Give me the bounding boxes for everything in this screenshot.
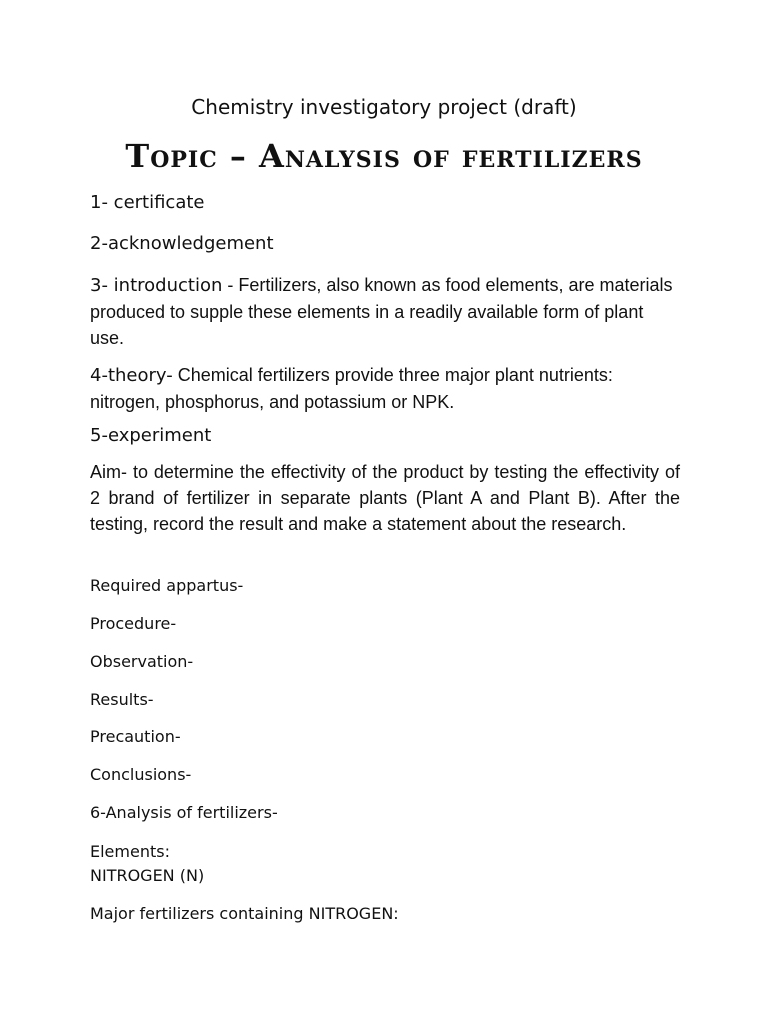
- topic-heading: Topic – Analysis of fertilizers: [125, 137, 643, 175]
- introduction-label: 3- introduction: [90, 275, 223, 296]
- section-analysis: 6-Analysis of fertilizers-: [90, 803, 278, 822]
- item-experiment: 5-experiment: [90, 425, 212, 446]
- item-introduction: [90, 272, 680, 351]
- major-nitrogen-fertilizers: Major fertilizers containing NITROGEN:: [90, 904, 399, 923]
- section-conclusions: Conclusions-: [90, 765, 192, 784]
- theory-text: Chemical fertilizers provide three major plant nutrients: nitrogen, phosphorus, and potassium or NPK.: [90, 365, 613, 412]
- section-results: Results-: [90, 690, 154, 709]
- aim-paragraph: Aim- to determine the effectivity of the product by testing the effectivity of 2 brand of fertilizer in separate plants (Plant A and Plant B). After the testing, record the result and make a statement about the research.: [90, 462, 680, 534]
- document-title: Chemistry investigatory project (draft): [191, 95, 577, 119]
- nitrogen-label: NITROGEN (N): [90, 866, 205, 885]
- theory-label: 4-theory-: [90, 365, 173, 386]
- item-certificate: 1- certificate: [90, 192, 205, 213]
- introduction-text: - Fertilizers, also known as food elements, are materials produced to supple these elements in a readily available form of plant use.: [90, 275, 673, 348]
- section-observation: Observation-: [90, 652, 194, 671]
- elements-label: Elements:: [90, 842, 170, 861]
- item-theory: [90, 362, 680, 415]
- section-required-apparatus: Required appartus-: [90, 576, 244, 595]
- section-procedure: Procedure-: [90, 614, 177, 633]
- section-precaution: Precaution-: [90, 727, 181, 746]
- item-acknowledgement: 2-acknowledgement: [90, 233, 274, 254]
